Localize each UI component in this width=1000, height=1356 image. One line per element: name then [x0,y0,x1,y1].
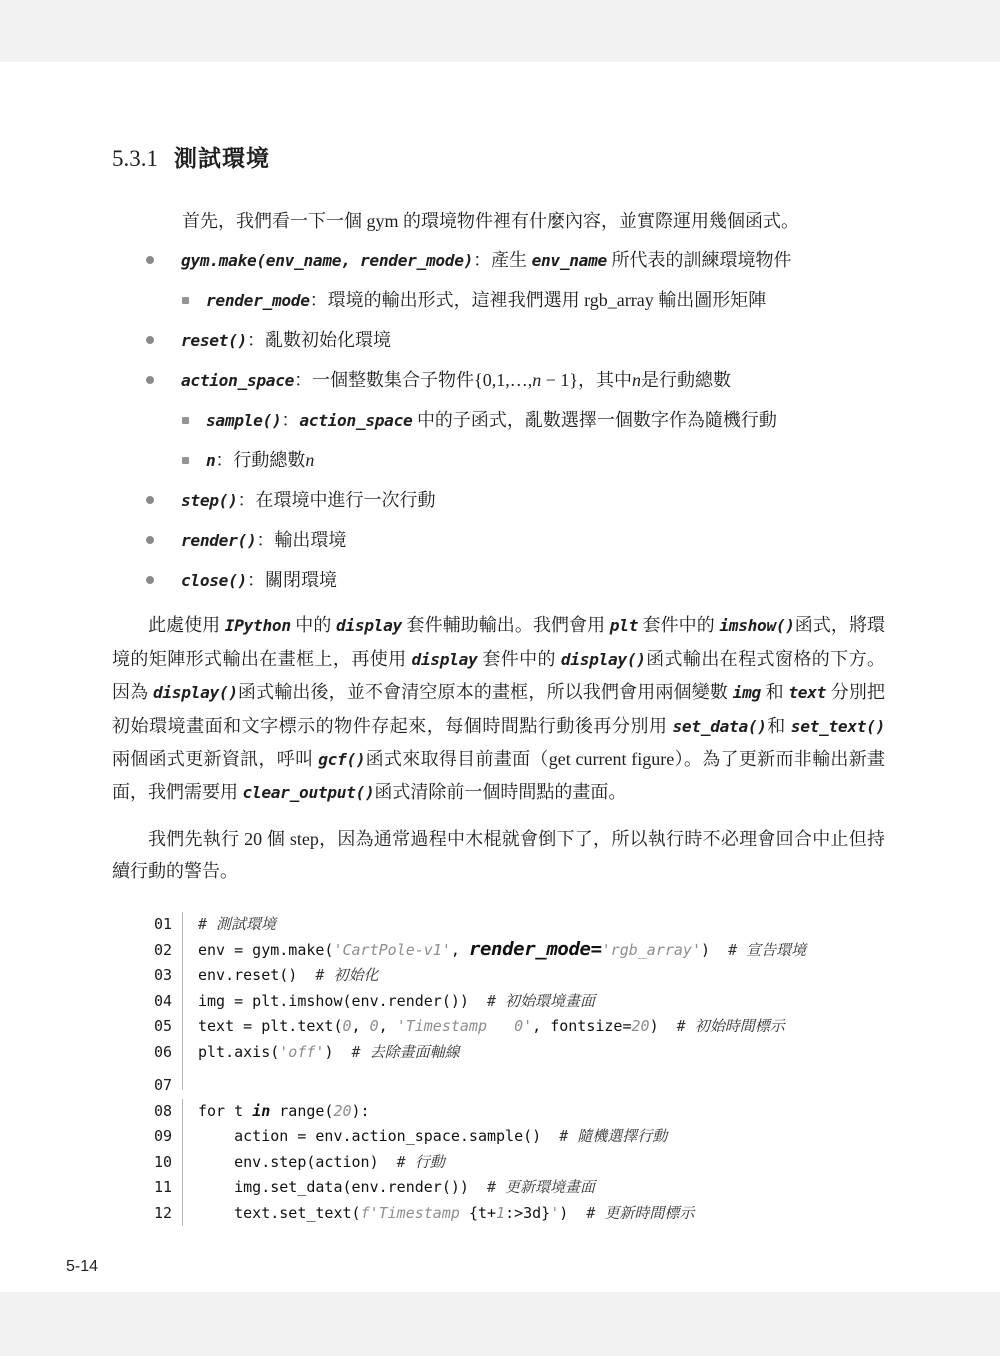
text-segment: gym.make(env_name, render_mode) [181,251,474,271]
text-segment: ：輸出環境 [256,530,347,551]
text-segment: action_space [181,371,295,391]
text-segment: imshow() [719,616,795,636]
text-segment: 此處使用 [148,615,225,636]
bullet-dot-icon [146,336,154,344]
bullet-dot-icon [146,576,154,584]
text-segment: # 行動 [378,1152,445,1171]
display-paragraph [112,609,885,809]
text-segment: {t+ [468,1203,497,1222]
text-segment: img = plt.imshow(env.render()) [198,991,469,1010]
bullet-item [146,325,885,356]
bullet-text [206,290,766,310]
text-segment: 套件中的 [477,648,561,669]
text-segment: , [378,1017,397,1036]
text-segment: , [351,1017,370,1036]
text-segment: # 測試環境 [198,914,277,933]
section-number: 5.3.1 [112,146,158,171]
text-segment: text = plt.text( [198,1017,343,1036]
text-segment: 套件輔助輸出。我們會用 [401,615,610,636]
text-segment: # 初始化 [297,966,379,985]
bullet-item [146,565,885,596]
line-number: 01 [153,914,172,933]
text-segment: ) [701,941,711,960]
bullet-text [206,450,314,470]
text-segment: ) [559,1203,569,1222]
text-segment: # 去除畫面軸線 [333,1042,460,1061]
section-title: 測試環境 [174,145,270,171]
line-number: 06 [153,1042,172,1061]
bullet-text [181,530,346,550]
text-segment: ' [550,1203,560,1222]
text-segment: 中的 [290,615,336,636]
bullet-square-icon [182,457,189,464]
text-segment: # 初始時間標示 [658,1017,785,1036]
book-page [0,62,1000,1292]
text-segment: n [532,370,542,391]
code-text [182,937,885,963]
bullet-item [182,405,885,436]
text-segment: ： [281,410,300,431]
text-segment: # 初始環境畫面 [468,991,596,1010]
bullet-dot-icon [146,256,154,264]
text-segment: 函式輸出在程式窗格的下方。因為 [112,648,886,703]
code-line [146,1175,885,1200]
text-segment: 首先，我們看一下一個 gym 的環境物件裡有什麼內容，並實際運用幾個函式。 [182,211,799,231]
bullet-text [181,570,337,590]
bullet-item [146,365,885,396]
bullet-text [181,490,436,510]
page-number: 5-14 [66,1258,99,1275]
text-segment: text [788,683,827,703]
code-text [182,1065,885,1090]
code-text [182,912,885,937]
line-number: 10 [153,1152,172,1171]
text-segment: render_mode= [468,938,602,961]
text-segment: step() [181,491,238,511]
text-segment: 函式，將環境的矩陣形式輸出在畫框上，再使用 [112,615,886,669]
text-segment: # 更新時間標示 [568,1203,695,1222]
bullet-square-icon [182,417,189,424]
text-segment: gcf() [318,750,366,770]
text-segment: 是行動總數 [641,370,731,391]
bullet-item [182,445,885,476]
text-segment: 'off' [279,1042,325,1061]
text-segment: action_space [299,411,413,431]
line-number: 04 [153,991,172,1010]
code-text [182,1014,885,1039]
code-text [182,1201,885,1226]
code-line [146,1150,885,1175]
bullet-text [181,330,391,350]
text-segment: display [336,616,402,636]
code-line [146,1014,885,1039]
text-segment: 中的子函式，亂數選擇一個數字作為隨機行動 [412,410,777,431]
text-segment: ：關閉環境 [246,570,337,591]
text-segment: img.set_data(env.render()) [198,1178,469,1197]
text-segment: , fontsize= [532,1017,632,1036]
text-segment: f'Timestamp [360,1203,469,1222]
text-segment: ) [649,1017,659,1036]
code-line [146,1065,885,1099]
text-segment: ): [351,1101,370,1120]
code-line [146,1124,885,1149]
text-segment: 分別把初始環境畫面和文字標示的物件存起來，每個時間點行動後再分別用 [112,682,886,736]
text-segment: action = env.action_space.sample() [198,1127,542,1146]
text-segment: ：行動總數 [215,450,306,471]
section-heading [112,140,885,173]
text-segment: 0 [342,1017,352,1036]
text-segment: 兩個函式更新資訊，呼叫 [112,749,319,770]
line-number: 08 [153,1101,172,1120]
code-text [182,1150,885,1175]
bullet-text [206,410,777,430]
bullet-item [146,525,885,556]
code-text [182,1040,885,1065]
code-line [146,912,885,937]
text-segment: − 1}，其中 [541,370,632,391]
steps-paragraph [112,823,885,888]
text-segment: 'Timestamp 0' [396,1017,533,1036]
text-segment: ：亂數初始化環境 [246,330,391,351]
bullet-item [182,285,885,316]
text-segment: 20 [631,1017,650,1036]
code-line [146,963,885,988]
text-segment: for t [198,1101,253,1120]
text-segment: 20 [333,1101,352,1120]
text-segment: 和 [760,682,789,703]
text-segment: display() [560,649,646,669]
text-segment: 0 [369,1017,379,1036]
text-segment: display [411,649,478,669]
text-segment: reset() [181,331,247,351]
text-segment: in [252,1101,271,1120]
bullet-square-icon [182,297,189,304]
text-segment: env.reset() [198,966,298,985]
bullet-dot-icon [146,536,154,544]
text-segment: range( [270,1101,334,1120]
text-segment: env_name [531,251,607,271]
text-segment: set_text() [790,716,886,736]
feature-list [112,245,885,596]
bullet-dot-icon [146,376,154,384]
code-text [182,1124,885,1149]
text-segment: # 隨機選擇行動 [541,1127,668,1146]
text-segment: plt.axis( [198,1042,280,1061]
text-segment: 函式輸出後，並不會清空原本的畫框，所以我們會用兩個變數 [237,682,733,703]
text-segment: render() [181,531,257,551]
text-segment: n [632,370,641,391]
text-segment: 我們先執行 20 個 step，因為通常過程中木棍就會倒下了，所以執行時不必理會回合中止但持續行動的警告。 [112,828,885,882]
text-segment: 函式清除前一個時間點的畫面。 [374,782,627,803]
text-segment: ：產生 [473,250,532,271]
text-segment: :>3d} [505,1203,551,1222]
line-number: 02 [153,941,172,960]
text-segment: 函式來取得目前畫面（get current figure）。為了更新而非輸出新畫面，我們需要用 [112,749,886,803]
text-segment: 所代表的訓練環境物件 [606,250,792,271]
code-text [182,963,885,988]
text-segment: ：一個整數集合子物件{0,1,…, [294,370,533,391]
text-segment: env = gym.make( [198,941,334,960]
text-segment: 和 [766,715,791,736]
text-segment: render_mode [206,291,310,311]
text-segment: # 宣告環境 [710,941,807,960]
text-segment: 'CartPole-v1' [333,941,451,960]
line-number: 12 [153,1203,172,1222]
text-segment: ) [324,1042,334,1061]
code-text [182,1175,885,1200]
text-segment: 'rgb_array' [601,941,701,960]
line-number: 05 [153,1017,172,1036]
text-segment: ：環境的輸出形式，這裡我們選用 rgb_array 輸出圖形矩陣 [309,290,767,311]
bullet-item [146,485,885,516]
bullet-text [181,250,791,270]
bullet-text [181,370,731,390]
text-segment: plt [609,616,638,636]
text-segment: display() [152,683,238,703]
code-line [146,1040,885,1065]
bullet-dot-icon [146,496,154,504]
code-line [146,1201,885,1226]
text-segment: , [450,941,469,960]
text-segment: set_data() [672,716,767,736]
code-text [182,989,885,1014]
line-number: 03 [153,966,172,985]
text-segment: n [305,450,315,471]
text-segment: clear_output() [242,783,375,803]
text-segment: # 更新環境畫面 [468,1178,596,1197]
code-line [146,1099,885,1124]
bullet-item [146,245,885,276]
line-number: 11 [153,1178,172,1197]
code-text [182,1099,885,1124]
text-segment: close() [181,571,247,591]
text-segment: img [732,683,761,703]
code-listing [146,912,885,1226]
text-segment: 1 [496,1203,506,1222]
text-segment: text.set_text( [198,1203,361,1222]
text-segment: n [206,451,216,471]
text-segment: env.step(action) [198,1152,379,1171]
line-number: 07 [153,1076,172,1095]
text-segment: sample() [206,411,282,431]
text-segment: ：在環境中進行一次行動 [237,490,436,511]
code-line [146,989,885,1014]
text-segment: 套件中的 [638,615,720,636]
line-number: 09 [153,1127,172,1146]
code-line [146,937,885,963]
text-segment: IPython [224,616,291,636]
intro-paragraph [146,205,885,237]
